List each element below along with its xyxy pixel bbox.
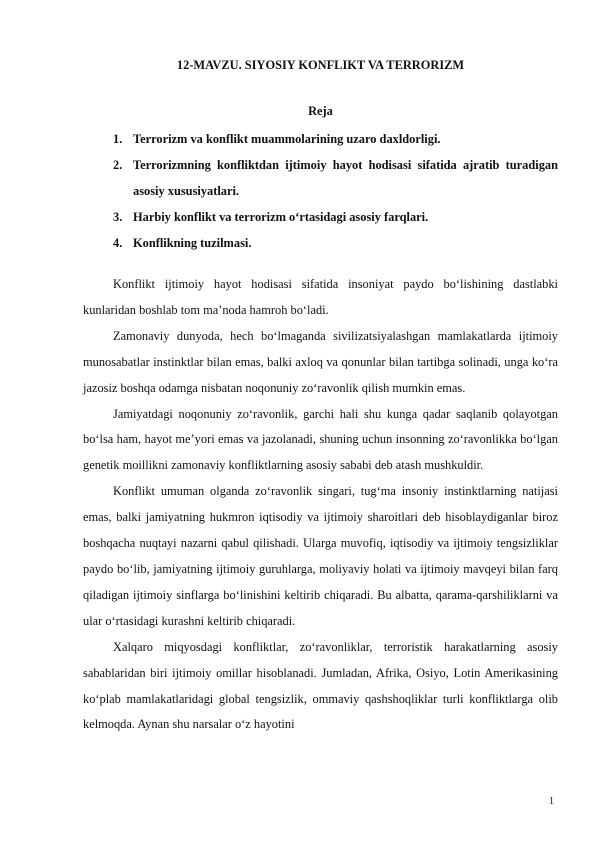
body-paragraph: Jamiyatdagi noqonuniy zoʻravonlik, garchi hali shu kunga qadar saqlanib qolayotgan boʻlsa ham, hayot meʼyori emas va jazolanadi, shuning uchun insonning zoʻravonlikka boʻlgan genetik moillikni zamonaviy konfliktlarning asosiy sababi deb atash mushkuldir. xyxy=(83,406,558,473)
plan-item-number: 2. xyxy=(113,158,123,172)
plan-item xyxy=(113,126,558,152)
plan-list xyxy=(113,126,558,256)
plan-heading: Reja xyxy=(308,104,333,118)
document-body xyxy=(83,272,558,738)
plan-item-text: Terrorizm va konflikt muammolarining uzaro daxldorligi. xyxy=(133,132,441,146)
document-title: 12-MAVZU. SIYOSIY KONFLIKT VA TERRORIZM xyxy=(176,58,465,72)
body-paragraph: Xalqaro miqyosdagi konfliktlar, zoʻravonliklar, terroristik harakatlarning asosiy sabablaridan biri ijtimoiy omillar hisoblanadi. Jumladan, Afrika, Osiyo, Lotin Amerikasining koʻplab mamlakatlaridagi global tengsizlik, ommaviy qashshoqliklar turli konfliktlarga olib kelmoqda. Aynan shu narsalar oʻz hayotini xyxy=(83,639,558,732)
plan-item-text: Terrorizmning konfliktdan ijtimoiy hayot hodisasi sifatida ajratib turadigan asosiy xususiyatlari. xyxy=(133,158,558,198)
plan-item-number: 1. xyxy=(113,132,123,146)
plan-item-text: Harbiy konflikt va terrorizm oʻrtasidagi asosiy farqlari. xyxy=(133,210,429,224)
plan-item-text: Konflikning tuzilmasi. xyxy=(133,236,252,250)
page-number: 1 xyxy=(549,796,554,807)
body-paragraph: Zamonaviy dunyoda, hech boʻlmaganda sivilizatsiyalashgan mamlakatlarda ijtimoiy munosabatlar instinktlar bilan emas, balki axloq va qonunlar bilan tartibga solinadi, unga koʻra jazosiz boshqa odamga nisbatan noqonuniy zoʻravonlik qilish mumkin emas. xyxy=(83,328,558,395)
plan-item-number: 4. xyxy=(113,236,123,250)
plan-item xyxy=(113,230,558,256)
plan-item xyxy=(113,204,558,230)
plan-item xyxy=(113,152,558,204)
body-paragraph: Konflikt umuman olganda zoʻravonlik singari, tugʻma insoniy instinktlarning natijasi emas, balki jamiyatning hukmron iqtisodiy va ijtimoiy sharoitlari deb hisoblaydiganlar biroz boshqacha nuqtayi nazarni qabul qilishadi. Ularga muvofiq, iqtisodiy va ijtimoiy tengsizliklar paydo boʻlib, jamiyatning ijtimoiy guruhlarga, moliyaviy holati va ijtimoiy mavqeyi bilan farq qiladigan ijtimoiy sinflarga boʻlinishini keltirib chiqaradi. Bu albatta, qarama-qarshiliklarni va ular oʻrtasidagi kurashni keltirib chiqaradi. xyxy=(83,484,558,628)
plan-item-number: 3. xyxy=(113,210,123,224)
body-paragraph: Konflikt ijtimoiy hayot hodisasi sifatida insoniyat paydo boʻlishining dastlabki kunlaridan boshlab tom maʼnoda hamroh boʻladi. xyxy=(83,277,558,317)
